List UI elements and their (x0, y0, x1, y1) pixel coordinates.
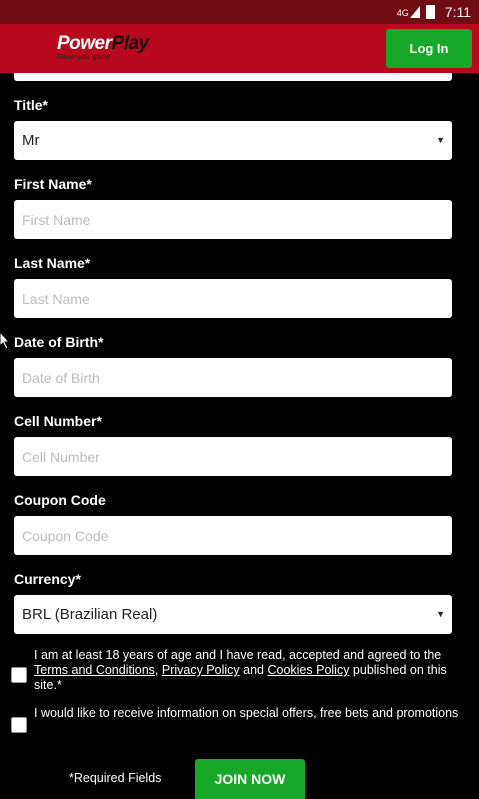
cell-number-input[interactable]: Cell Number (14, 437, 452, 476)
dob-input[interactable]: Date of Birth (14, 358, 452, 397)
first-name-input[interactable]: First Name (14, 200, 452, 239)
terms-row (11, 648, 464, 693)
last-name-label: Last Name* (14, 255, 91, 271)
title-select-value: Mr (22, 132, 40, 149)
login-button[interactable]: Log In (386, 29, 472, 68)
coupon-code-label: Coupon Code (14, 492, 106, 508)
terms-sep: , (154, 663, 162, 677)
privacy-link[interactable]: Privacy Policy (161, 663, 240, 677)
coupon-code-input[interactable]: Coupon Code (14, 516, 452, 555)
title-label: Title* (14, 97, 48, 113)
status-bar (0, 0, 479, 24)
terms-sep: and (239, 663, 268, 677)
cookies-link[interactable]: Cookies Policy (267, 663, 350, 677)
network-type: 4G (396, 8, 409, 18)
required-fields-note: *Required Fields (69, 771, 162, 785)
logo-text-power: Power (57, 33, 112, 54)
clock: 7:11 (444, 4, 471, 20)
logo-text-play: Play (111, 33, 149, 54)
dropdown-caret-icon: ▼ (436, 135, 445, 145)
offers-checkbox[interactable] (11, 717, 27, 733)
first-name-label: First Name* (14, 176, 92, 192)
previous-field-bottom[interactable] (14, 73, 452, 81)
currency-select[interactable] (14, 595, 452, 634)
terms-checkbox[interactable] (11, 667, 27, 683)
dropdown-caret-icon: ▼ (436, 609, 445, 619)
app-header (0, 24, 479, 73)
battery-icon (426, 5, 435, 19)
currency-label: Currency* (14, 571, 81, 587)
terms-text-end: published on this site.* (34, 663, 447, 692)
terms-text (34, 648, 464, 693)
mouse-cursor-icon (0, 332, 10, 350)
join-now-button[interactable]: JOIN NOW (195, 759, 305, 799)
currency-select-value: BRL (Brazilian Real) (22, 606, 158, 623)
logo-tagline: Raise your game (57, 54, 110, 61)
title-select[interactable] (14, 121, 452, 160)
offers-row (11, 706, 464, 733)
dob-label: Date of Birth* (14, 334, 104, 350)
offers-text: I would like to receive information on special offers, free bets and promotions (34, 706, 459, 720)
last-name-input[interactable]: Last Name (14, 279, 452, 318)
cell-number-label: Cell Number* (14, 413, 102, 429)
signal-icon (397, 6, 420, 18)
terms-text-start: I am at least 18 years of age and I have read, accepted and agreed to the (34, 648, 442, 662)
terms-link[interactable]: Terms and Conditions (34, 663, 155, 677)
powerplay-logo[interactable] (57, 34, 149, 62)
